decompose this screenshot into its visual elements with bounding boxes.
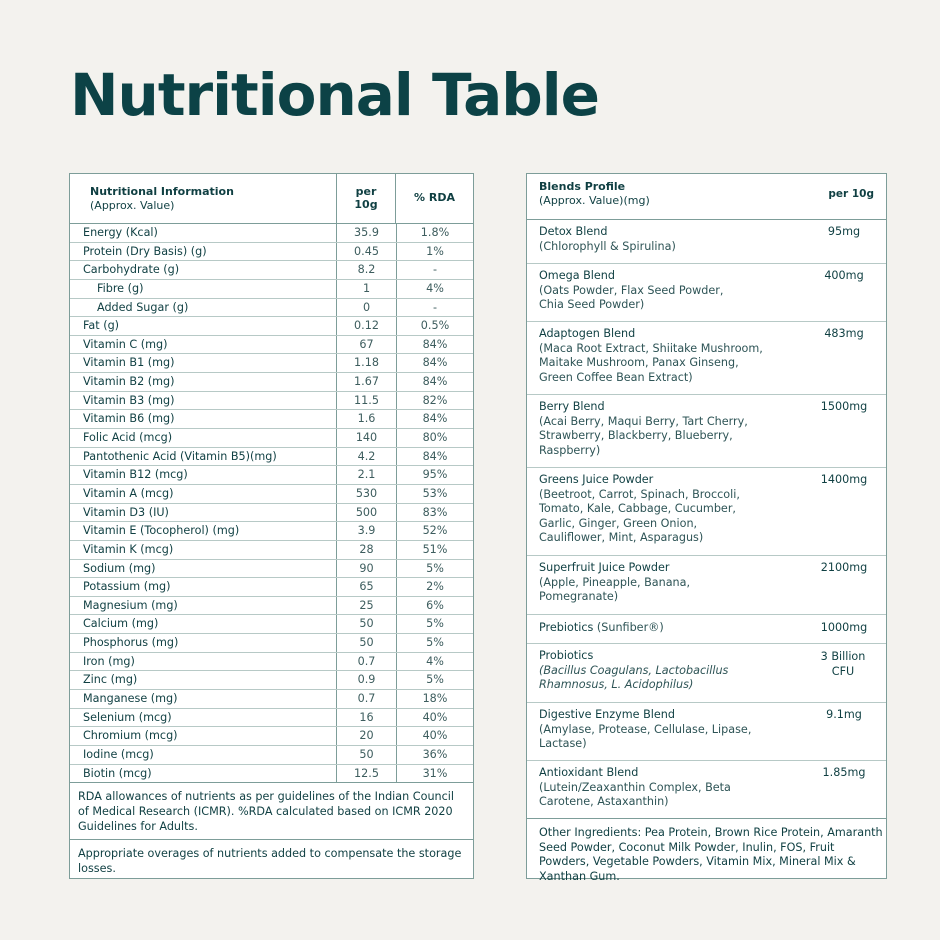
nutrient-rda: 40% <box>422 729 448 743</box>
nutrient-rda: - <box>432 263 438 277</box>
nutrient-rda: 51% <box>422 542 448 556</box>
nutrient-value: 1.6 <box>337 410 397 428</box>
table-row <box>70 541 473 560</box>
nutrient-rda: 4% <box>426 654 444 668</box>
nutrient-name: Vitamin B2 (mg) <box>70 373 337 391</box>
nutrient-rda: 6% <box>426 598 444 612</box>
table-row <box>70 485 473 504</box>
nutrient-name: Vitamin B3 (mg) <box>70 392 337 410</box>
nutrient-value: 20 <box>337 727 397 745</box>
nutrient-rda: 2% <box>426 580 444 594</box>
nutrient-rda: 84% <box>422 337 448 351</box>
blend-name: Prebiotics <box>539 621 594 634</box>
nutrient-value: 12.5 <box>337 765 397 784</box>
nutrient-value: 65 <box>337 578 397 596</box>
nutrient-name: Vitamin C (mg) <box>70 336 337 354</box>
nutrient-name: Calcium (mg) <box>70 615 337 633</box>
nutrient-rda: 5% <box>426 617 444 631</box>
nutrient-value: 0.7 <box>337 690 397 708</box>
blend-amount: 1.85mg <box>822 766 866 779</box>
nutrient-value: 2.1 <box>337 466 397 484</box>
nutrient-rda: 5% <box>426 636 444 650</box>
blend-amount: 483mg <box>824 327 864 340</box>
blend-row <box>527 703 886 761</box>
blend-name: Superfruit Juice Powder <box>539 561 670 574</box>
table-row <box>70 392 473 411</box>
blend-ingredients: (Beetroot, Carrot, Spinach, Broccoli, Tomato, Kale, Cabbage, Cucumber, Garlic, Ginger, Green Onion, Cauliflower, Mint, Asparagus) <box>539 487 740 545</box>
table-row <box>70 727 473 746</box>
blend-ingredients: (Chlorophyll & Spirulina) <box>539 239 676 253</box>
nutrient-name: Selenium (mcg) <box>70 709 337 727</box>
nutrient-name: Iodine (mcg) <box>70 746 337 764</box>
header-blend-label: Blends Profile <box>539 180 626 193</box>
page-title: Nutritional Table <box>70 61 599 129</box>
nutrient-rda: 18% <box>422 692 448 706</box>
table-row <box>70 597 473 616</box>
nutrient-value: 1.67 <box>337 373 397 391</box>
nutrient-rda: 36% <box>422 747 448 761</box>
header-per-10g <box>337 174 396 223</box>
nutrient-rda: 5% <box>426 673 444 687</box>
blend-ingredients: (Apple, Pineapple, Banana, Pomegranate) <box>539 575 691 604</box>
table-row <box>70 709 473 728</box>
blend-amount: 1500mg <box>820 400 868 413</box>
nutrient-name: Vitamin A (mcg) <box>70 485 337 503</box>
nutrient-value: 1 <box>337 280 397 298</box>
header-nutrient-sublabel: (Approx. Value) <box>90 199 175 212</box>
overages-note: Appropriate overages of nutrients added to compensate the storage losses. <box>78 847 462 875</box>
nutrient-rda: 84% <box>422 449 448 463</box>
header-nutrient-column <box>70 174 337 223</box>
nutrient-name: Carbohydrate (g) <box>70 261 337 279</box>
nutrient-rda: 5% <box>426 561 444 575</box>
header-nutrient-label: Nutritional Information <box>90 185 234 198</box>
nutrient-name: Iron (mg) <box>70 653 337 671</box>
nutrient-value: 0.12 <box>337 317 397 335</box>
nutrient-rda: - <box>432 300 438 314</box>
nutrient-name: Biotin (mcg) <box>70 765 337 784</box>
nutrient-rda: 83% <box>422 505 448 519</box>
table-row <box>70 746 473 765</box>
blend-ingredients: (Maca Root Extract, Shiitake Mushroom, Maitake Mushroom, Panax Ginseng, Green Coffee Bean Extract) <box>539 341 763 384</box>
blend-ingredients: (Sunfiber®) <box>596 621 664 634</box>
nutrient-name: Chromium (mcg) <box>70 727 337 745</box>
rda-note: RDA allowances of nutrients as per guidelines of the Indian Council of Medical Research (ICMR). %RDA calculated based on ICMR 2020 Guidelines for Adults. <box>70 783 473 840</box>
nutrient-rda: 1.8% <box>420 226 450 239</box>
blend-amount: 400mg <box>824 269 864 282</box>
nutrient-value: 90 <box>337 560 397 578</box>
nutrient-name: Pantothenic Acid (Vitamin B5)(mg) <box>70 448 337 466</box>
nutrient-value: 28 <box>337 541 397 559</box>
blend-name: Detox Blend <box>539 225 608 238</box>
nutrient-name: Protein (Dry Basis) (g) <box>70 243 337 261</box>
nutrient-rda: 80% <box>422 431 448 445</box>
blend-ingredients: (Amylase, Protease, Cellulase, Lipase, Lactase) <box>539 722 752 751</box>
nutrient-rda: 84% <box>422 412 448 426</box>
nutrient-rda: 1% <box>426 244 444 258</box>
blend-amount: 2100mg <box>820 561 868 574</box>
table-row <box>70 504 473 523</box>
nutrient-rda: 4% <box>426 281 444 295</box>
nutrient-name: Energy (Kcal) <box>70 224 337 242</box>
blend-name: Probiotics <box>539 649 594 662</box>
nutrient-value: 50 <box>337 634 397 652</box>
table-row <box>70 466 473 485</box>
nutrition-table-header <box>70 174 473 224</box>
table-row <box>70 410 473 429</box>
blend-amount: 9.1mg <box>826 708 862 721</box>
blend-row <box>527 761 886 819</box>
blend-name: Antioxidant Blend <box>539 766 639 779</box>
table-row <box>70 578 473 597</box>
nutrient-rda: 40% <box>422 710 448 724</box>
table-row <box>70 634 473 653</box>
table-row <box>70 522 473 541</box>
table-row <box>70 671 473 690</box>
nutrient-name: Added Sugar (g) <box>70 299 337 317</box>
nutrient-name: Vitamin B6 (mg) <box>70 410 337 428</box>
header-rda: % RDA <box>414 191 455 204</box>
blend-ingredients: (Lutein/Zeaxanthin Complex, Beta Carotene, Astaxanthin) <box>539 780 731 809</box>
table-row <box>70 448 473 467</box>
nutrient-rda: 84% <box>422 356 448 370</box>
nutrient-rda: 82% <box>422 393 448 407</box>
nutrient-value: 1.18 <box>337 354 397 372</box>
nutrient-name: Phosphorus (mg) <box>70 634 337 652</box>
table-row <box>70 336 473 355</box>
nutrient-value: 67 <box>337 336 397 354</box>
nutrient-value: 11.5 <box>337 392 397 410</box>
header-blend-column <box>539 180 794 219</box>
nutrient-name: Magnesium (mg) <box>70 597 337 615</box>
nutrient-name: Fat (g) <box>70 317 337 335</box>
blend-name: Berry Blend <box>539 400 605 413</box>
table-row <box>70 429 473 448</box>
other-ingredients: Other Ingredients: Pea Protein, Brown Rice Protein, Amaranth Seed Powder, Coconut Milk Powder, Inulin, FOS, Fruit Powders, Vegetable Powders, Vitamin Mix, Mineral Mix & Xanthan Gum. <box>539 826 883 883</box>
nutrient-rda: 84% <box>422 375 448 389</box>
header-per-10g: per 10g <box>828 188 874 200</box>
blend-row <box>527 220 886 264</box>
nutrient-value: 8.2 <box>337 261 397 279</box>
blend-ingredients: (Acai Berry, Maqui Berry, Tart Cherry, Strawberry, Blackberry, Blueberry, Raspberry) <box>539 414 748 457</box>
blend-name: Omega Blend <box>539 269 615 282</box>
table-row <box>70 261 473 280</box>
blends-table-header <box>527 174 886 220</box>
nutrient-value: 530 <box>337 485 397 503</box>
nutrient-name: Folic Acid (mcg) <box>70 429 337 447</box>
table-row <box>70 373 473 392</box>
blend-ingredients: (Oats Powder, Flax Seed Powder, Chia Seed Powder) <box>539 283 724 312</box>
table-row <box>70 280 473 299</box>
nutrient-name: Vitamin D3 (IU) <box>70 504 337 522</box>
blend-row <box>527 264 886 322</box>
nutrient-value: 50 <box>337 746 397 764</box>
nutrient-name: Sodium (mg) <box>70 560 337 578</box>
nutrient-name: Vitamin B12 (mcg) <box>70 466 337 484</box>
nutrient-value: 0.45 <box>337 243 397 261</box>
nutrient-name: Fibre (g) <box>70 280 337 298</box>
table-row <box>70 317 473 336</box>
nutrient-value: 0.7 <box>337 653 397 671</box>
blend-ingredients: (Bacillus Coagulans, Lactobacillus Rhamnosus, L. Acidophilus) <box>539 663 729 692</box>
nutrient-name: Vitamin E (Tocopherol) (mg) <box>70 522 337 540</box>
blend-amount: 1400mg <box>820 473 868 486</box>
nutrition-table-body <box>70 224 473 783</box>
nutrient-value: 16 <box>337 709 397 727</box>
blend-name: Adaptogen Blend <box>539 327 636 340</box>
nutrient-value: 4.2 <box>337 448 397 466</box>
table-row <box>70 653 473 672</box>
nutrient-value: 3.9 <box>337 522 397 540</box>
table-row <box>70 224 473 243</box>
blends-table <box>526 173 887 883</box>
nutrient-value: 0 <box>337 299 397 317</box>
blend-row <box>527 615 886 644</box>
nutrient-rda: 31% <box>422 766 448 780</box>
header-per-line1: per <box>355 185 377 198</box>
nutrient-name: Vitamin K (mcg) <box>70 541 337 559</box>
table-row <box>70 299 473 318</box>
blend-row <box>527 556 886 615</box>
table-row <box>70 690 473 709</box>
blend-row <box>527 395 886 468</box>
blend-amount: 1000mg <box>820 621 868 634</box>
nutrient-name: Vitamin B1 (mg) <box>70 354 337 372</box>
blend-row <box>527 468 886 556</box>
table-row <box>70 354 473 373</box>
nutrient-value: 50 <box>337 615 397 633</box>
nutrient-name: Manganese (mg) <box>70 690 337 708</box>
nutrient-rda: 0.5% <box>420 319 450 333</box>
nutrient-value: 0.9 <box>337 671 397 689</box>
table-row <box>70 615 473 634</box>
table-row <box>70 560 473 579</box>
nutrient-rda: 52% <box>422 524 448 538</box>
blend-amount: 3 Billion CFU <box>820 650 866 678</box>
nutrient-value: 500 <box>337 504 397 522</box>
table-row <box>70 765 473 784</box>
nutrient-name: Potassium (mg) <box>70 578 337 596</box>
blend-amount: 95mg <box>827 225 861 238</box>
blend-name: Digestive Enzyme Blend <box>539 708 675 721</box>
nutrient-value: 140 <box>337 429 397 447</box>
nutrition-table <box>69 173 474 879</box>
blend-row <box>527 644 886 703</box>
nutrient-rda: 95% <box>422 468 448 482</box>
nutrient-name: Zinc (mg) <box>70 671 337 689</box>
nutrient-value: 25 <box>337 597 397 615</box>
blend-row <box>527 322 886 395</box>
header-blend-sublabel: (Approx. Value)(mg) <box>539 194 650 207</box>
header-per-line2: 10g <box>354 198 378 211</box>
nutrient-rda: 53% <box>422 486 448 500</box>
table-row <box>70 243 473 262</box>
nutrient-value: 35.9 <box>337 224 397 242</box>
blend-name: Greens Juice Powder <box>539 473 654 486</box>
